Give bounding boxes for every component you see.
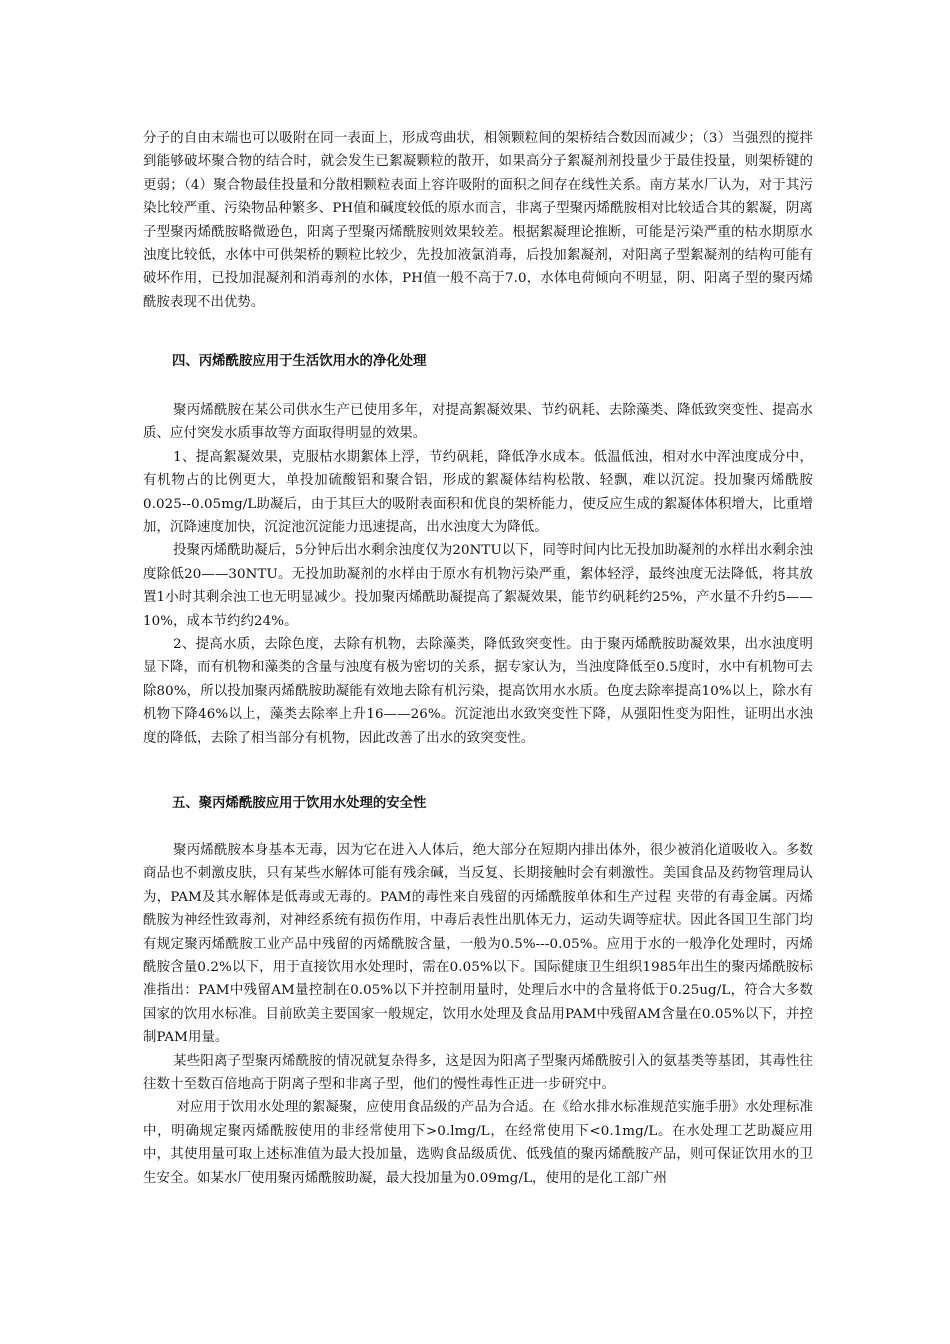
- section-4-paragraph-4: 2、提高水质，去除色度，去除有机物，去除藻类，降低致突变性。由于聚丙烯酰胺助凝效果，出水浊度明显下降，而有机物和藻类的含量与浊度有极为密切的关系，据专家认为，当浊度降低至0.5度时，水中有机物可去除80%，所以投加聚丙烯酰胺助凝能有效地去除有机污染，提高饮用水水质。色度去除率提高10%以上，除水有机物下降46%以上，藻类去除率上升16——26%。沉淀池出水致突变性下降，从强阳性变为阳性，证明出水浊度的降低，去除了相当部分有机物，因此改善了出水的致突变性。: [143, 637, 813, 746]
- intro-paragraph: 分子的自由末端也可以吸附在同一表面上，形成弯曲状，相领颗粒间的架桥结合数因而减少；（3）当强烈的搅拌到能够破坏聚合物的结合时，就会发生已絮凝颗粒的散开，如果高分子絮凝剂剂投量少于最佳投量，则架桥键的更弱；（4）聚合物最佳投量和分散相颗粒表面上容许吸附的面积之间存在线性关系。南方某水厂认为，对于其污染比较严重、污染物品种繁多、PH值和碱度较低的原水而言，非离子型聚丙烯酰胺相对比较适合其的絮凝，阴离子型聚丙烯酰胺略微逊色，阳离子型聚丙烯酰胺则效果较差。根据絮凝理论推断，可能是污染严重的枯水期原水浊度比较低，水体中可供架桥的颗粒比较少，先投加液氯消毒，后投加絮凝剂，对阳离子型絮凝剂的结构可能有破坏作用，已投加混凝剂和消毒剂的水体，PH值一般不高于7.0，水体电荷倾向不明显，阴、阳离子型的聚丙烯酰胺表现不出优势。: [143, 131, 813, 310]
- section-4-paragraph-3: 投聚丙烯酰助凝后，5分钟后出水剩余浊度仅为20NTU以下，同等时间内比无投加助凝剂的水样出水剩余浊度除低20——30NTU。无投加助凝剂的水样由于原水有机物污染严重，絮体轻浮，最终浊度无法降低，将其放置1小时其剩余浊工也无明显减少。投加聚丙烯酰助凝提高了絮凝效果，能节约矾耗约25%，产水量不升约5——10%，成本节约约24%。: [143, 543, 813, 629]
- section-4-paragraph-1: 聚丙烯酰胺在某公司供水生产已使用多年，对提高絮凝效果、节约矾耗、去除藻类、降低致突变性、提高水质、应付突发水质事故等方面取得明显的效果。: [143, 403, 813, 442]
- section-heading-4: 四、丙烯酰胺应用于生活饮用水的净化处理: [172, 354, 427, 369]
- section-5-body: [143, 839, 813, 1190]
- section-5-paragraph-2: 某些阳离子型聚丙烯酰胺的情况就复杂得多，这是因为阳离子型聚丙烯酰胺引入的氨基类等基团，其毒性往往数十至数百倍地高于阴离子型和非离子型，他们的慢性毒性正进一步研究中。: [143, 1053, 813, 1093]
- section-5-paragraph-3: 对应用于饮用水处理的絮凝聚，应使用食品级的产品为合适。在《给水排水标准规范实施手册》水处理标准中，明确规定聚丙烯酰胺使用的非经常使用下>0.lmg/L，在经常使用下<0.1mg/L。在水处理工艺助凝应用中，其使用量可取上述标准值为最大投加量，选购食品级质优、低残值的聚丙烯酰胺产品，则可保证饮用水的卫生安全。如某水厂使用聚丙烯酰胺助凝，最大投加量为0.09mg/L，使用的是化工部广州: [143, 1100, 813, 1186]
- section-5-paragraph-1: 聚丙烯酰胺本身基本无毒，因为它在进入人体后，绝大部分在短期内排出体外，很少被消化道吸收入。多数商品也不刺激皮肤，只有某些水解体可能有残余碱，当反复、长期接触时会有刺激性。美国食品及药物管理局认为，PAM及其水解体是低毒或无毒的。PAM的毒性来自残留的丙烯酰胺单体和生产过程 夹带的有毒金属。丙烯酰胺为神经性致毒剂，对神经系统有损伤作用，中毒后表性出肌体无力，运动失调等症状。因此各国卫生部门均有规定聚丙烯酰胺工业产品中残留的丙烯酰胺含量，一般为0.5%---0.05%。应用于水的一般净化处理时，丙烯酰胺含量0.2%以下，用于直接饮用水处理时，需在0.05%以下。国际健康卫生组织1985年出生的聚丙烯酰胺标准指出：PAM中残留AM量控制在0.05%以下并控制用量时，处理后水中的含量将低于0.25ug/L，符合大多数国家的饮用水标准。目前欧美主要国家一般规定，饮用水处理及食品用PAM中残留AM含量在0.05%以下，并控制PAM用量。: [143, 843, 813, 1046]
- section-4-paragraph-2: 1、提高絮凝效果，克服枯水期絮体上浮，节约矾耗，降低净水成本。低温低浊，相对水中浑浊度成分中，有机物占的比例更大，单投加硫酸铝和聚合铝，形成的絮凝体结构松散、轻飘，难以沉淀。投加聚丙烯酰胺0.025--0.05mg/L助凝后，由于其巨大的吸附表面积和优良的架桥能力，使反应生成的絮凝体体积增大，比重增加，沉降速度加快，沉淀池沉淀能力迅速提高，出水浊度大为降低。: [143, 449, 813, 536]
- section-heading-5: 五、聚丙烯酰胺应用于饮用水处理的安全性: [172, 796, 427, 811]
- intro-section: [143, 127, 813, 314]
- section-4-body: [143, 399, 813, 750]
